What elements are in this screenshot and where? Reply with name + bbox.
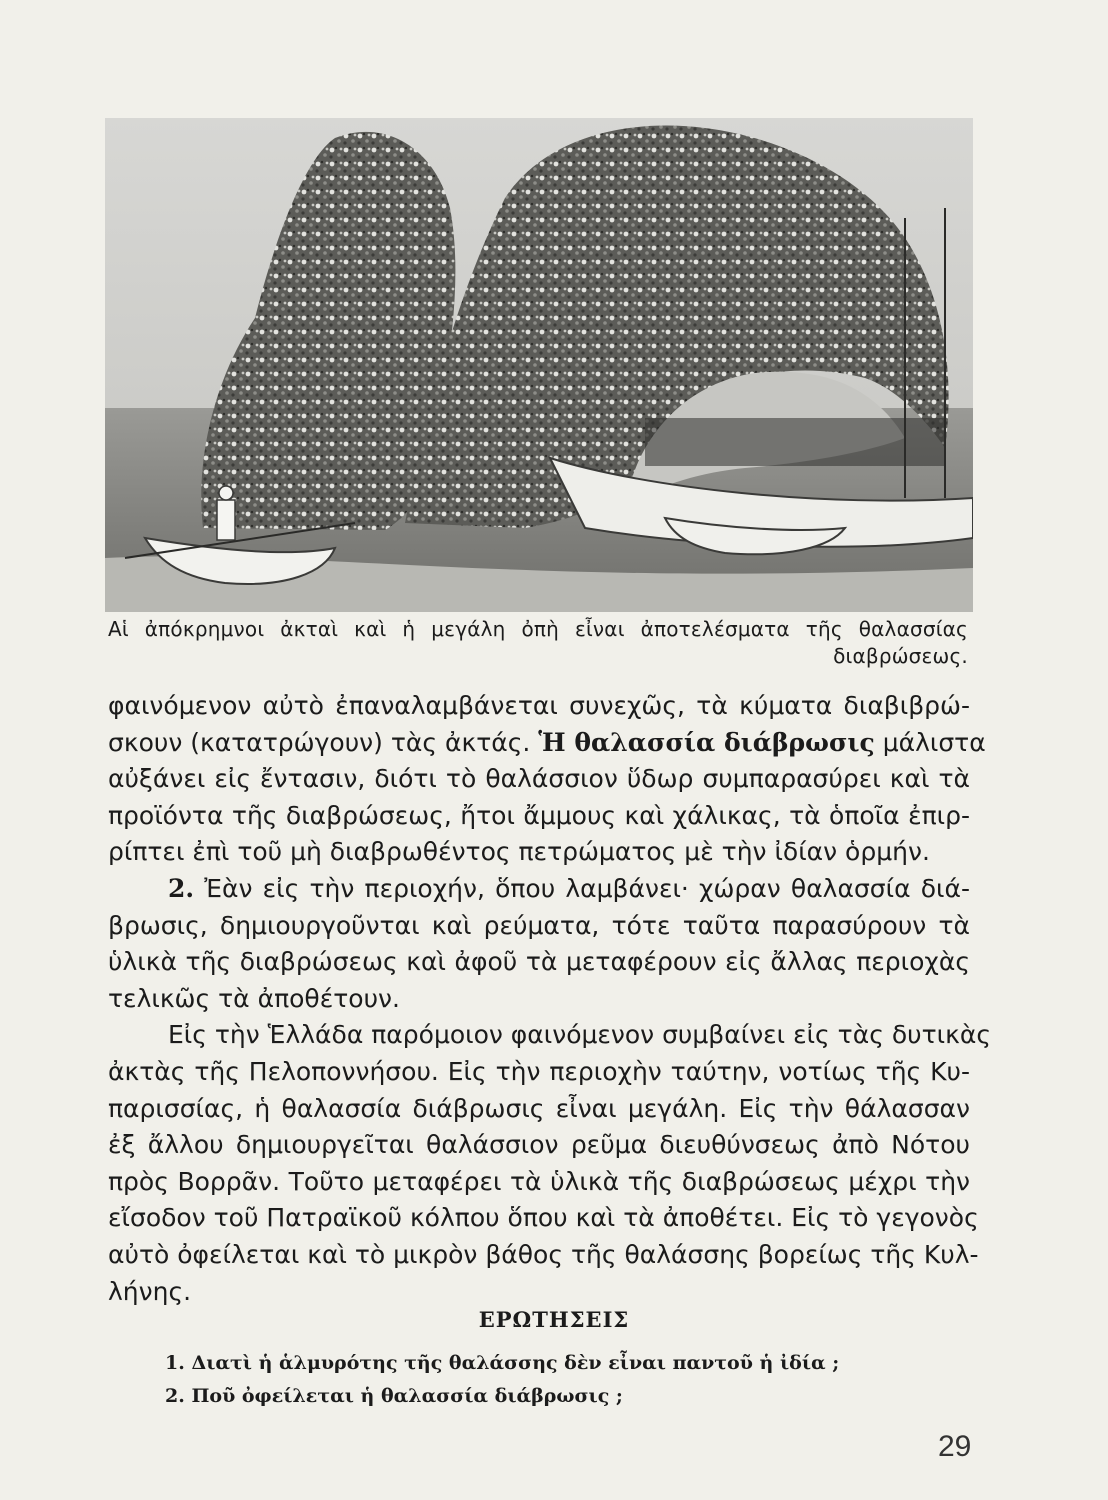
text-line: ὑλικὰ τῆς διαβρώσεως καὶ ἀφοῦ τὰ μεταφέρουν εἰς ἄλλας περιοχὰς (108, 947, 970, 977)
text-span: μάλιστα (874, 727, 986, 757)
text-line: προϊόντα τῆς διαβρώσεως, ἤτοι ἄμμους καὶ χάλικας, τὰ ὁποῖα ἐπιρ- (108, 800, 970, 830)
text-line: λήνης. (108, 1276, 192, 1306)
text-line: παρισσίας, ἡ θαλασσία διάβρωσις εἶναι μεγάλη. Εἰς τὴν θάλασσαν (108, 1093, 970, 1123)
text-span: σκουν (κατατρώγουν) τὰς ἀκτάς. (108, 727, 539, 757)
text-line: αὐτὸ ὀφείλεται καὶ τὸ μικρὸν βάθος τῆς θαλάσσης βορείως τῆς Κυλ- (108, 1239, 979, 1269)
text-line: τελικῶς τὰ ἀποθέτουν. (108, 983, 400, 1013)
text-line: εἴσοδον τοῦ Πατραϊκοῦ κόλπου ὅπου καὶ τὰ ἀποθέτει. Εἰς τὸ γεγονὸς (108, 1203, 979, 1233)
bold-term: Ἡ θαλασσία διάβρωσις (538, 727, 875, 757)
caption-line-2: διαβρώσεως. (833, 644, 968, 668)
text-line: φαινόμενον αὐτὸ ἐπαναλαμβάνεται συνεχῶς, τὰ κύματα διαβιβρώ- (108, 691, 970, 720)
text-line: βρωσις, δημιουργοῦνται καὶ ρεύματα, τότε ταῦτα παρασύρουν τὰ (108, 910, 970, 940)
question-2: 2. Ποῦ ὀφείλεται ἡ θαλασσία διάβρωσις ; (165, 1385, 623, 1407)
text-line: Εἰς τὴν Ἑλλάδα παρόμοιον φαινόμενον συμβαίνει εἰς τὰς δυτικὰς (168, 1020, 991, 1050)
page-number: 29 (938, 1430, 972, 1463)
body-text (108, 688, 991, 1310)
text-line: πρὸς Βορρᾶν. Τοῦτο μεταφέρει τὰ ὑλικὰ τῆς διαβρώσεως μέχρι τὴν (108, 1166, 970, 1196)
text-line: ρίπτει ἐπὶ τοῦ μὴ διαβρωθέντος πετρώματος μὲ τὴν ἰδίαν ὁρμήν. (108, 837, 930, 867)
text-line: ἀκτὰς τῆς Πελοποννήσου. Εἰς τὴν περιοχὴν ταύτην, νοτίως τῆς Κυ- (108, 1056, 970, 1086)
text-line (108, 725, 986, 762)
paragraph-number: 2. (168, 873, 195, 903)
text-line: αὐξάνει εἰς ἔντασιν, διότι τὸ θαλάσσιον ὕδωρ συμπαρασύρει καὶ τὰ (108, 764, 970, 794)
caption-line-1: Αἱ ἀπόκρημνοι ἀκταὶ καὶ ἡ μεγάλη ὀπὴ εἶναι ἀποτελέσματα τῆς θαλασσίας (108, 617, 968, 641)
text-span: Ἐὰν εἰς τὴν περιοχήν, ὅπου λαμβάνει· χώραν θαλασσία διά- (194, 873, 970, 903)
questions-heading: ΕΡΩΤΗΣΕΙΣ (478, 1307, 630, 1332)
coastal-arch-photo (105, 118, 973, 612)
text-line (108, 871, 970, 908)
question-1: 1. Διατὶ ἡ ἁλμυρότης τῆς θαλάσσης δὲν εἶναι παντοῦ ἡ ἰδία ; (165, 1352, 840, 1374)
text-line: ἐξ ἄλλου δημιουργεῖται θαλάσσιον ρεῦμα διευθύνσεως ἀπὸ Νότου (108, 1130, 970, 1160)
photo-caption (108, 616, 968, 670)
